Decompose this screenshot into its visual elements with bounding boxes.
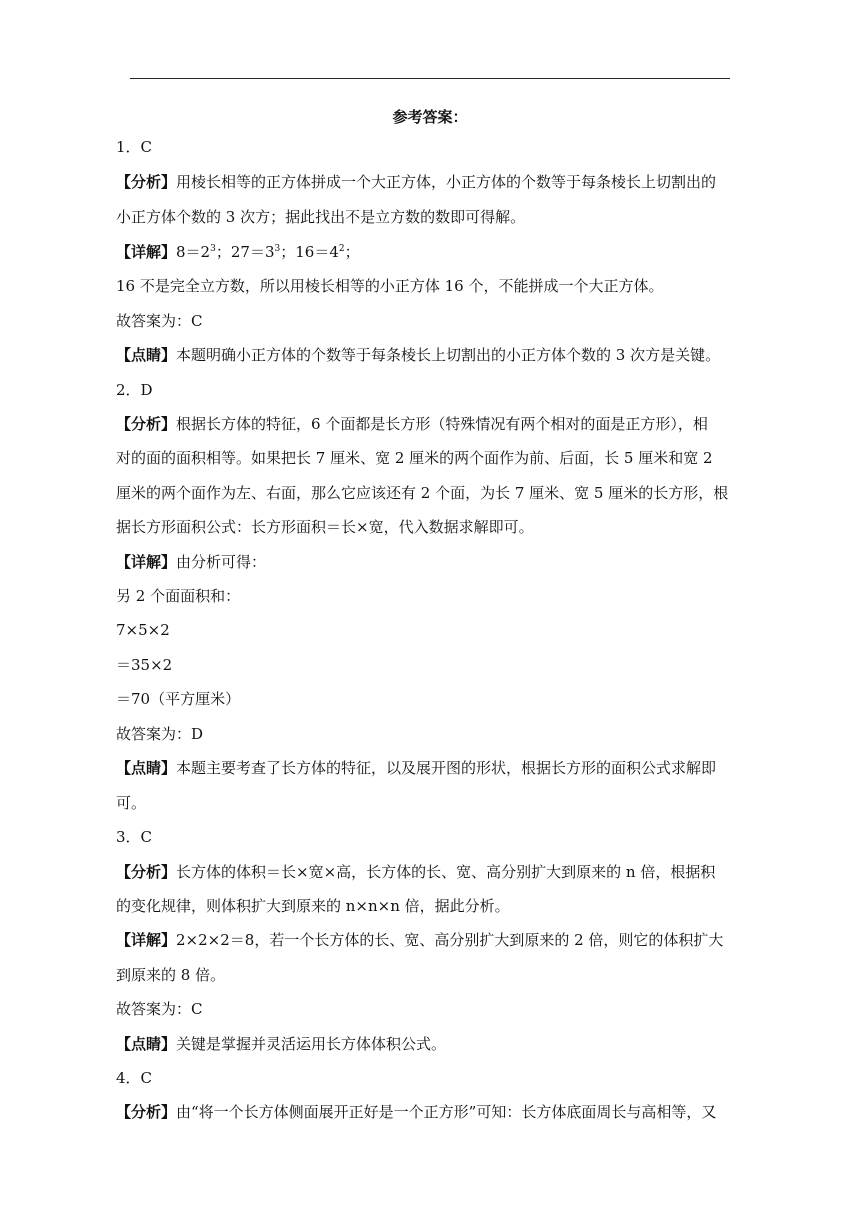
line-17 <box>116 689 240 709</box>
line-16 <box>116 655 172 675</box>
line-text: 对的面的面积相等。如果把长 7 厘米、宽 2 厘米的两个面作为前、后面，长 5 厘米和宽 2 <box>116 449 713 467</box>
line-22 <box>116 862 715 882</box>
line-3 <box>116 207 525 227</box>
line-12 <box>116 517 534 537</box>
line-text: 本题主要考查了长方体的特征，以及展开图的形状，根据长方形的面积公式求解即 <box>176 759 717 777</box>
line-25 <box>116 965 225 985</box>
line-27 <box>116 1034 446 1054</box>
line-21 <box>116 827 152 847</box>
line-text: 由分析可得： <box>176 553 267 571</box>
line-text: 2×2×2＝8，若一个长方体的长、宽、高分别扩大到原来的 2 倍，则它的体积扩大 <box>176 931 724 949</box>
line-text: ＝70（平方厘米） <box>116 690 241 708</box>
header-rule <box>130 78 730 79</box>
line-24 <box>116 930 723 950</box>
line-tag: 【点睛】 <box>116 1035 177 1053</box>
detail-math: $8=2^3$；$27=3^3$；$16=4^2$； <box>176 243 360 261</box>
line-7 <box>116 345 720 365</box>
line-11 <box>116 483 728 503</box>
line-4 <box>116 242 360 262</box>
line-15 <box>116 620 170 640</box>
line-text: 关键是掌握并灵活运用长方体体积公式。 <box>176 1035 447 1053</box>
line-10 <box>116 448 713 468</box>
line-text: 厘米的两个面作为左、右面，那么它应该还有 2 个面，为长 7 厘米、宽 5 厘米的长方形，根 <box>116 484 729 502</box>
page-title: 参考答案： <box>392 108 468 126</box>
line-text: 4．C <box>116 1069 153 1087</box>
line-tag: 【详解】 <box>116 243 177 261</box>
line-text: 1．C <box>116 138 153 156</box>
line-2 <box>116 172 716 192</box>
line-tag: 【点睛】 <box>116 759 177 777</box>
line-23 <box>116 896 510 916</box>
line-text: 长方体的体积＝长×宽×高，长方体的长、宽、高分别扩大到原来的 n 倍，根据积 <box>176 863 716 881</box>
line-19 <box>116 758 716 778</box>
line-text: 故答案为：D <box>116 725 204 743</box>
line-20 <box>116 793 146 813</box>
line-tag: 【详解】 <box>116 931 177 949</box>
line-tag: 【分析】 <box>116 415 177 433</box>
line-text: 到原来的 8 倍。 <box>116 966 226 984</box>
line-text: ＝35×2 <box>116 656 173 674</box>
line-1 <box>116 137 152 157</box>
line-28 <box>116 1068 152 1088</box>
line-tag: 【详解】 <box>116 553 177 571</box>
line-9 <box>116 414 708 434</box>
line-29 <box>116 1102 716 1122</box>
line-text: 的变化规律，则体积扩大到原来的 n×n×n 倍，据此分析。 <box>116 897 510 915</box>
line-text: 3．C <box>116 828 153 846</box>
line-text: 小正方体个数的 3 次方；据此找出不是立方数的数即可得解。 <box>116 208 526 226</box>
line-5 <box>116 276 663 296</box>
line-26 <box>116 999 202 1019</box>
line-text: 故答案为：C <box>116 312 203 330</box>
line-tag: 【分析】 <box>116 173 177 191</box>
line-text: 16 不是完全立方数，所以用棱长相等的小正方体 16 个，不能拼成一个大正方体。 <box>116 277 664 295</box>
line-14 <box>116 586 240 606</box>
line-text: 据长方形面积公式：长方形面积＝长×宽，代入数据求解即可。 <box>116 518 534 536</box>
line-text: 故答案为：C <box>116 1000 203 1018</box>
line-text: 另 2 个面面积和： <box>116 587 241 605</box>
line-6 <box>116 311 202 331</box>
line-text: 由“将一个长方体侧面展开正好是一个正方形”可知：长方体底面周长与高相等，又 <box>176 1103 717 1121</box>
line-13 <box>116 552 266 572</box>
line-text: 根据长方体的特征，6 个面都是长方形（特殊情况有两个相对的面是正方形），相 <box>176 415 708 433</box>
line-tag: 【分析】 <box>116 863 177 881</box>
line-8 <box>116 380 153 400</box>
line-text: 可。 <box>116 794 147 812</box>
line-tag: 【点睛】 <box>116 346 177 364</box>
line-text: 本题明确小正方体的个数等于每条棱长上切割出的小正方体个数的 3 次方是关键。 <box>176 346 721 364</box>
line-tag: 【分析】 <box>116 1103 177 1121</box>
line-18 <box>116 724 203 744</box>
line-text: 2．D <box>116 381 153 399</box>
line-text: 7×5×2 <box>116 621 170 639</box>
line-text: 用棱长相等的正方体拼成一个大正方体，小正方体的个数等于每条棱长上切割出的 <box>176 173 717 191</box>
